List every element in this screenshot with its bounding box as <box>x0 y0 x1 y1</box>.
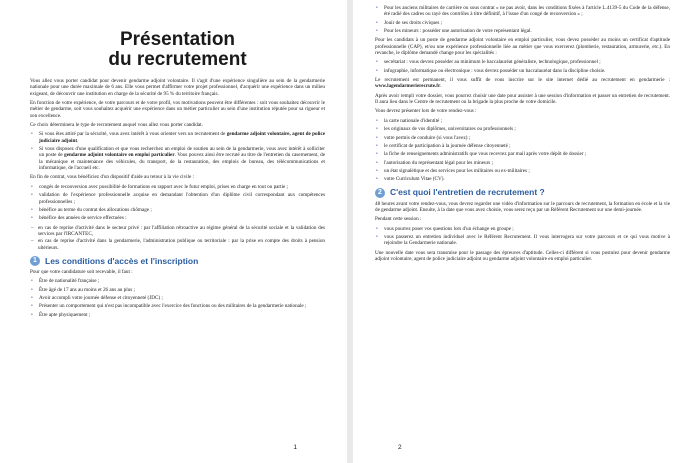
list-item: • votre Curriculum Vitae (CV). <box>375 176 670 182</box>
page-1-content <box>30 6 325 321</box>
list-item: • la carte nationale d'identité ; <box>375 118 670 124</box>
list-item: • l'autorisation du représentant légal pour les mineurs ; <box>375 160 670 166</box>
list-item: • Pour les mineurs : posséder une autorisation de votre représentant légal. <box>375 28 670 34</box>
final-paragraph: Une nouvelle date vous sera transmise pour le passage des épreuves d'aptitude. Celles-ci différent si vous postulez pour devenir gendarme adjoint volontaire, agent de police judiciaire adjoint ou gendarme adjoint volontaire en emploi particulier. <box>375 249 670 262</box>
list-item: • la fiche de renseignements administratifs que vous recevrez par mail après votre dépôt de dossier ; <box>375 151 670 157</box>
profile-list <box>30 131 325 171</box>
list-item: • Avoir accompli votre journée défense et citoyenneté (JDC) ; <box>30 295 325 301</box>
benefits-list <box>30 184 325 222</box>
list-item: • bénéfice des années de service effectuées : <box>30 215 325 221</box>
page-1 <box>0 0 347 463</box>
page-2 <box>353 0 700 463</box>
page-number: 2 <box>398 444 402 451</box>
permanent-recruitment-paragraph: Le recrutement est permanent, il vous suffit de vous inscrire sur le site internet dédié au recrutement en gendarmerie : www.lagendarmerierecrute.fr. <box>375 77 670 90</box>
intro-paragraph: Vous allez vous porter candidat pour devenir gendarme adjoint volontaire. Il s'agit d'une expérience singulière au sein de la gendarmerie nationale pour une durée maximale de 6 ans. Elle vous permet d'affirmer votre projet professionnel, d'acquérir une expérience dans un milieu exigeant, de découvrir une institution en charge de la sécurité de 95 % du territoire français. <box>30 78 325 97</box>
list-item: • votre permis de conduire (si vous l'avez) ; <box>375 135 670 141</box>
list-item: • les originaux de vos diplômes, universitaires ou professionnels ; <box>375 126 670 132</box>
session-intro: Pendant cette session : <box>375 216 422 223</box>
section-title: C'est quoi l'entretien de recrutement ? <box>390 187 545 198</box>
list-item: • Si vous disposez d'une qualification et que vous recherchez un emploi de soutien au sein de la gendarmerie, vous avez intérêt à solliciter un poste de gendarme adjoint volontaire en emploi particulier. Vous pouvez ainsi être recruté au titre de l'entretien du casernement, de la mécanique et maintenance des véhicules, du transport, de la restauration, des emplois de bureau, des télécommunications et informatique, de l'accueil etc. <box>30 146 325 171</box>
bold-text: gendarme adjoint volontaire, agent de police judiciaire adjoint <box>39 131 326 144</box>
specific-job-paragraph: Pour les candidats à un poste de gendarme adjoint volontaire en emploi particulier, vous devez posséder au moins un certificat d'aptitude professionnelle (CAP), et/ou une expérience professionnelle liée au métier que vous exercerez (plomberie, restauration, armurerie, etc.). En revanche, le diplôme demandé change pour les spécialités : <box>375 37 670 57</box>
end-contract-paragraph: En fin de contrat, vous bénéficiez d'un dispositif d'aide au retour à la vie civile : <box>30 174 195 181</box>
list-item: • Jouir de ses droits civiques ; <box>375 20 670 26</box>
list-item: • Être de nationalité française ; <box>30 278 325 284</box>
application-paragraph: Après avoir rempli votre dossier, vous pourrez choisir une date pour assister à une session d'information et passer un entretien de recrutement. Il aura lieu dans le Centre de recrutement ou la brigade la plus proche de votre domicile. <box>375 92 670 106</box>
bold-text: gendarme adjoint volontaire en emploi particulier <box>64 152 175 159</box>
list-item: • secrétariat : vous devrez posséder au minimum le baccalauréat généraliste, technologique, professionnel ; <box>375 59 670 65</box>
title-line-1: Présentation <box>119 29 236 50</box>
section-1-heading <box>30 256 325 266</box>
list-item: • validation de l'expérience professionnelle acquise en demandant l'obtention d'un diplôme civil correspondant aux compétences professionnelles ; <box>30 192 325 205</box>
recruitment-website-link[interactable]: www.lagendarmerierecrute.fr <box>375 83 441 90</box>
list-item: • le certificat de participation à la journée défense citoyenneté ; <box>375 143 670 149</box>
title-line-2: du recrutement <box>108 49 247 70</box>
choice-paragraph: Ce choix déterminera le type de recrutement auquel vous allez vous porter candidat. <box>30 122 203 129</box>
specialties-list <box>375 59 670 74</box>
page-2-content <box>375 5 670 265</box>
interview-paragraph: 48 heures avant votre rendez-vous, vous devrez regarder une vidéo d'information sur le parcours de recrutement, la formation en école et la vie de gendarme adjoint. Ensuite, à la date que vous avez choisie, vous serez reçu par un Référent Recrutement sur une demi-journée. <box>375 200 670 213</box>
list-item: • Si vous êtes attiré par la sécurité, vous avez intérêt à vous orienter vers un recrutement de gendarme adjoint volontaire, agent de police judiciaire adjoint. <box>30 131 325 144</box>
page-number: 1 <box>293 444 297 451</box>
conditions-list-continued <box>375 5 670 34</box>
list-item: • vous pourrez poser vos questions lors d'un échange en groupe ; <box>375 226 670 232</box>
list-item: – en cas de reprise d'activité dans la gendarmerie, l'administration publique ou territoriale : par la prise en compte des droits à pension ultérieurs. <box>30 238 325 251</box>
section-number-badge: 2 <box>375 188 385 198</box>
conditions-intro: Pour que votre candidature soit recevable, il faut : <box>30 268 133 275</box>
conditions-list <box>30 278 325 318</box>
list-item: • bénéfice au terme du contrat des allocations chômage ; <box>30 207 325 213</box>
section-title: Les conditions d'accès et l'inscription <box>45 255 199 266</box>
section-2-heading <box>375 188 670 198</box>
list-item: • Présenter un comportement qui n'est pas incompatible avec l'exercice des fonctions ou des militaires de la gendarmerie nationale ; <box>30 303 325 309</box>
page-title <box>30 30 325 70</box>
list-item: • congés de reconversion avec possibilité de formations en rapport avec le futur emploi, prises en charge en tout ou partie ; <box>30 184 325 190</box>
list-item: • Pour les anciens militaires de carrière ou sous contrat « ne pas avoir, dans les conditions fixées à l'article L.4139-5 du Code de la défense, été radié des cadres ou rayé des contrôles à titre définitif, à l'issue d'un congé de reconversion » ; <box>375 5 670 18</box>
session-list <box>375 226 670 247</box>
documents-intro: Vous devrez présenter lors de votre rendez-vous : <box>375 108 477 115</box>
list-item: • un état signalétique et des services pour les militaires ou ex-militaires ; <box>375 168 670 174</box>
motivation-paragraph: En fonction de votre expérience, de votre parcours et de votre profil, vos motivations peuvent être différentes : soit vous souhaitez découvrir le métier de gendarme, soit vous souhaitez acquérir une expérience dans un métier particulier au sein d'une institution réputée pour sa rigueur et son excellence. <box>30 100 325 119</box>
benefits-sublist <box>30 225 325 251</box>
section-number-badge: 1 <box>30 256 40 266</box>
list-item: • Être apte physiquement ; <box>30 312 325 318</box>
documents-list <box>375 118 670 183</box>
list-item: – en cas de reprise d'activité dans le secteur privé : par l'affiliation rétroactive au régime général de la sécurité sociale et la validation des services par l'IRCANTEC, <box>30 225 325 238</box>
list-item: • Être âgé de 17 ans au moins et 26 ans au plus ; <box>30 287 325 293</box>
list-item: • vous passerez un entretien individuel avec le Référent Recrutement. Il vous interrogera sur votre parcours et ce qui vous motive à rejoindre la Gendarmerie nationale. <box>375 234 670 247</box>
list-item: • infographie, informatique ou électronique : vous devrez posséder un baccalauréat dans la discipline choisie. <box>375 68 670 74</box>
